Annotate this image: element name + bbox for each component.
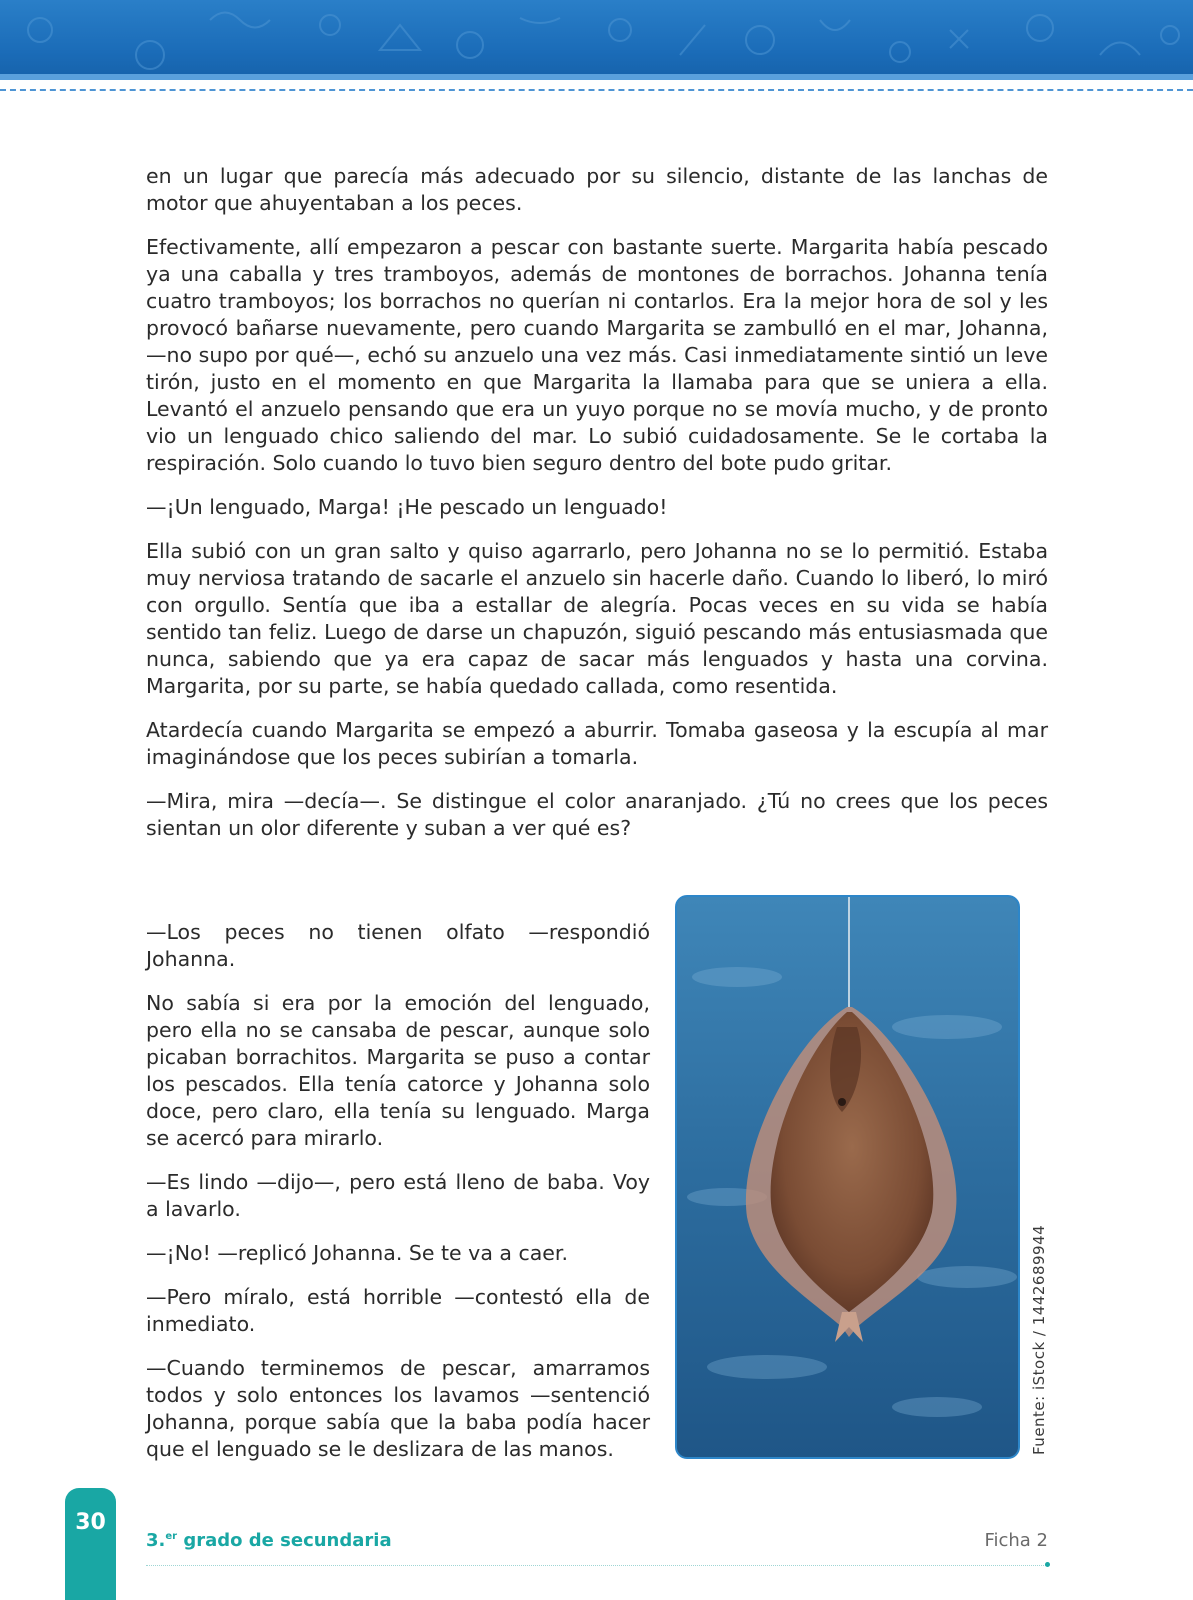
paragraph: —Mira, mira —decía—. Se distingue el color anaranjado. ¿Tú no crees que los peces sientan un olor diferente y suban a ver qué es? (146, 789, 1048, 840)
photo-credit: Fuente: iStock / 1442689944 (1030, 1224, 1048, 1455)
story-text-column (146, 919, 650, 1480)
story-text-full-width (146, 163, 1048, 859)
paragraph: Atardecía cuando Margarita se empezó a aburrir. Tomaba gaseosa y la escupía al mar imaginándose que los peces subirían a tomarla. (146, 718, 1048, 769)
grade-superscript: er (165, 1531, 178, 1542)
page-number-tab (65, 1488, 116, 1600)
grade-prefix: 3. (146, 1530, 166, 1551)
paragraph: —¡No! —replicó Johanna. Se te va a caer. (146, 1241, 568, 1265)
banner-stripe (0, 74, 1193, 80)
banner-doodle-pattern (0, 0, 1193, 74)
paragraph: —¡Un lenguado, Marga! ¡He pescado un lenguado! (146, 495, 668, 519)
flounder-photo (675, 895, 1020, 1459)
paragraph: —Es lindo —dijo—, pero está lleno de baba. Voy a lavarlo. (146, 1170, 650, 1221)
page-number: 30 (75, 1510, 106, 1535)
grade-suffix: grado de secundaria (177, 1530, 392, 1551)
footer-ficha: Ficha 2 (984, 1530, 1048, 1551)
paragraph: —Cuando terminemos de pescar, amarramos todos y solo entonces los lavamos —sentenció Johanna, porque sabía que la baba podía hacer que el lenguado se le deslizara de las manos. (146, 1356, 650, 1461)
flounder-illustration (677, 897, 1018, 1457)
footer-dot (1045, 1562, 1050, 1567)
paragraph: Ella subió con un gran salto y quiso agarrarlo, pero Johanna no se lo permitió. Estaba muy nerviosa tratando de sacarle el anzuelo sin hacerle daño. Cuando lo liberó, lo miró con orgullo. Sentía que iba a estallar de alegría. Pocas veces en su vida se había sentido tan feliz. Luego de darse un chapuzón, siguió pescando más entusiasmada que nunca, sabiendo que ya era capaz de sacar más lenguados y hasta una corvina. Margarita, por su parte, se había quedado callada, como resentida. (146, 539, 1048, 698)
footer-dotted-line (146, 1565, 1046, 1566)
top-banner (0, 0, 1193, 74)
header-dashed-divider (0, 89, 1193, 91)
paragraph: Efectivamente, allí empezaron a pescar con bastante suerte. Margarita había pescado ya una caballa y tres tramboyos, además de montones de borrachos. Johanna tenía cuatro tramboyos; los borrachos no querían ni contarlos. Era la mejor hora de sol y les provocó bañarse nuevamente, pero cuando Margarita se zambulló en el mar, Johanna, —no supo por qué—, echó su anzuelo una vez más. Casi inmediatamente sintió un leve tirón, justo en el momento en que Margarita la llamaba para que se uniera a ella. Levantó el anzuelo pensando que era un yuyo porque no se movía mucho, y de pronto vio un lenguado chico saliendo del mar. Lo subió cuidadosamente. Se le cortaba la respiración. Solo cuando lo tuvo bien seguro dentro del bote pudo gritar. (146, 235, 1048, 475)
paragraph: en un lugar que parecía más adecuado por su silencio, distante de las lanchas de motor que ahuyentaban a los peces. (146, 164, 1048, 215)
paragraph: —Los peces no tienen olfato —respondió Johanna. (146, 920, 650, 971)
paragraph: —Pero míralo, está horrible —contestó ella de inmediato. (146, 1285, 650, 1336)
footer-grade (146, 1530, 392, 1551)
paragraph: No sabía si era por la emoción del lenguado, pero ella no se cansaba de pescar, aunque solo picaban borrachitos. Margarita se puso a contar los pescados. Ella tenía catorce y Johanna solo doce, pero claro, ella tenía su lenguado. Marga se acercó para mirarlo. (146, 991, 650, 1150)
